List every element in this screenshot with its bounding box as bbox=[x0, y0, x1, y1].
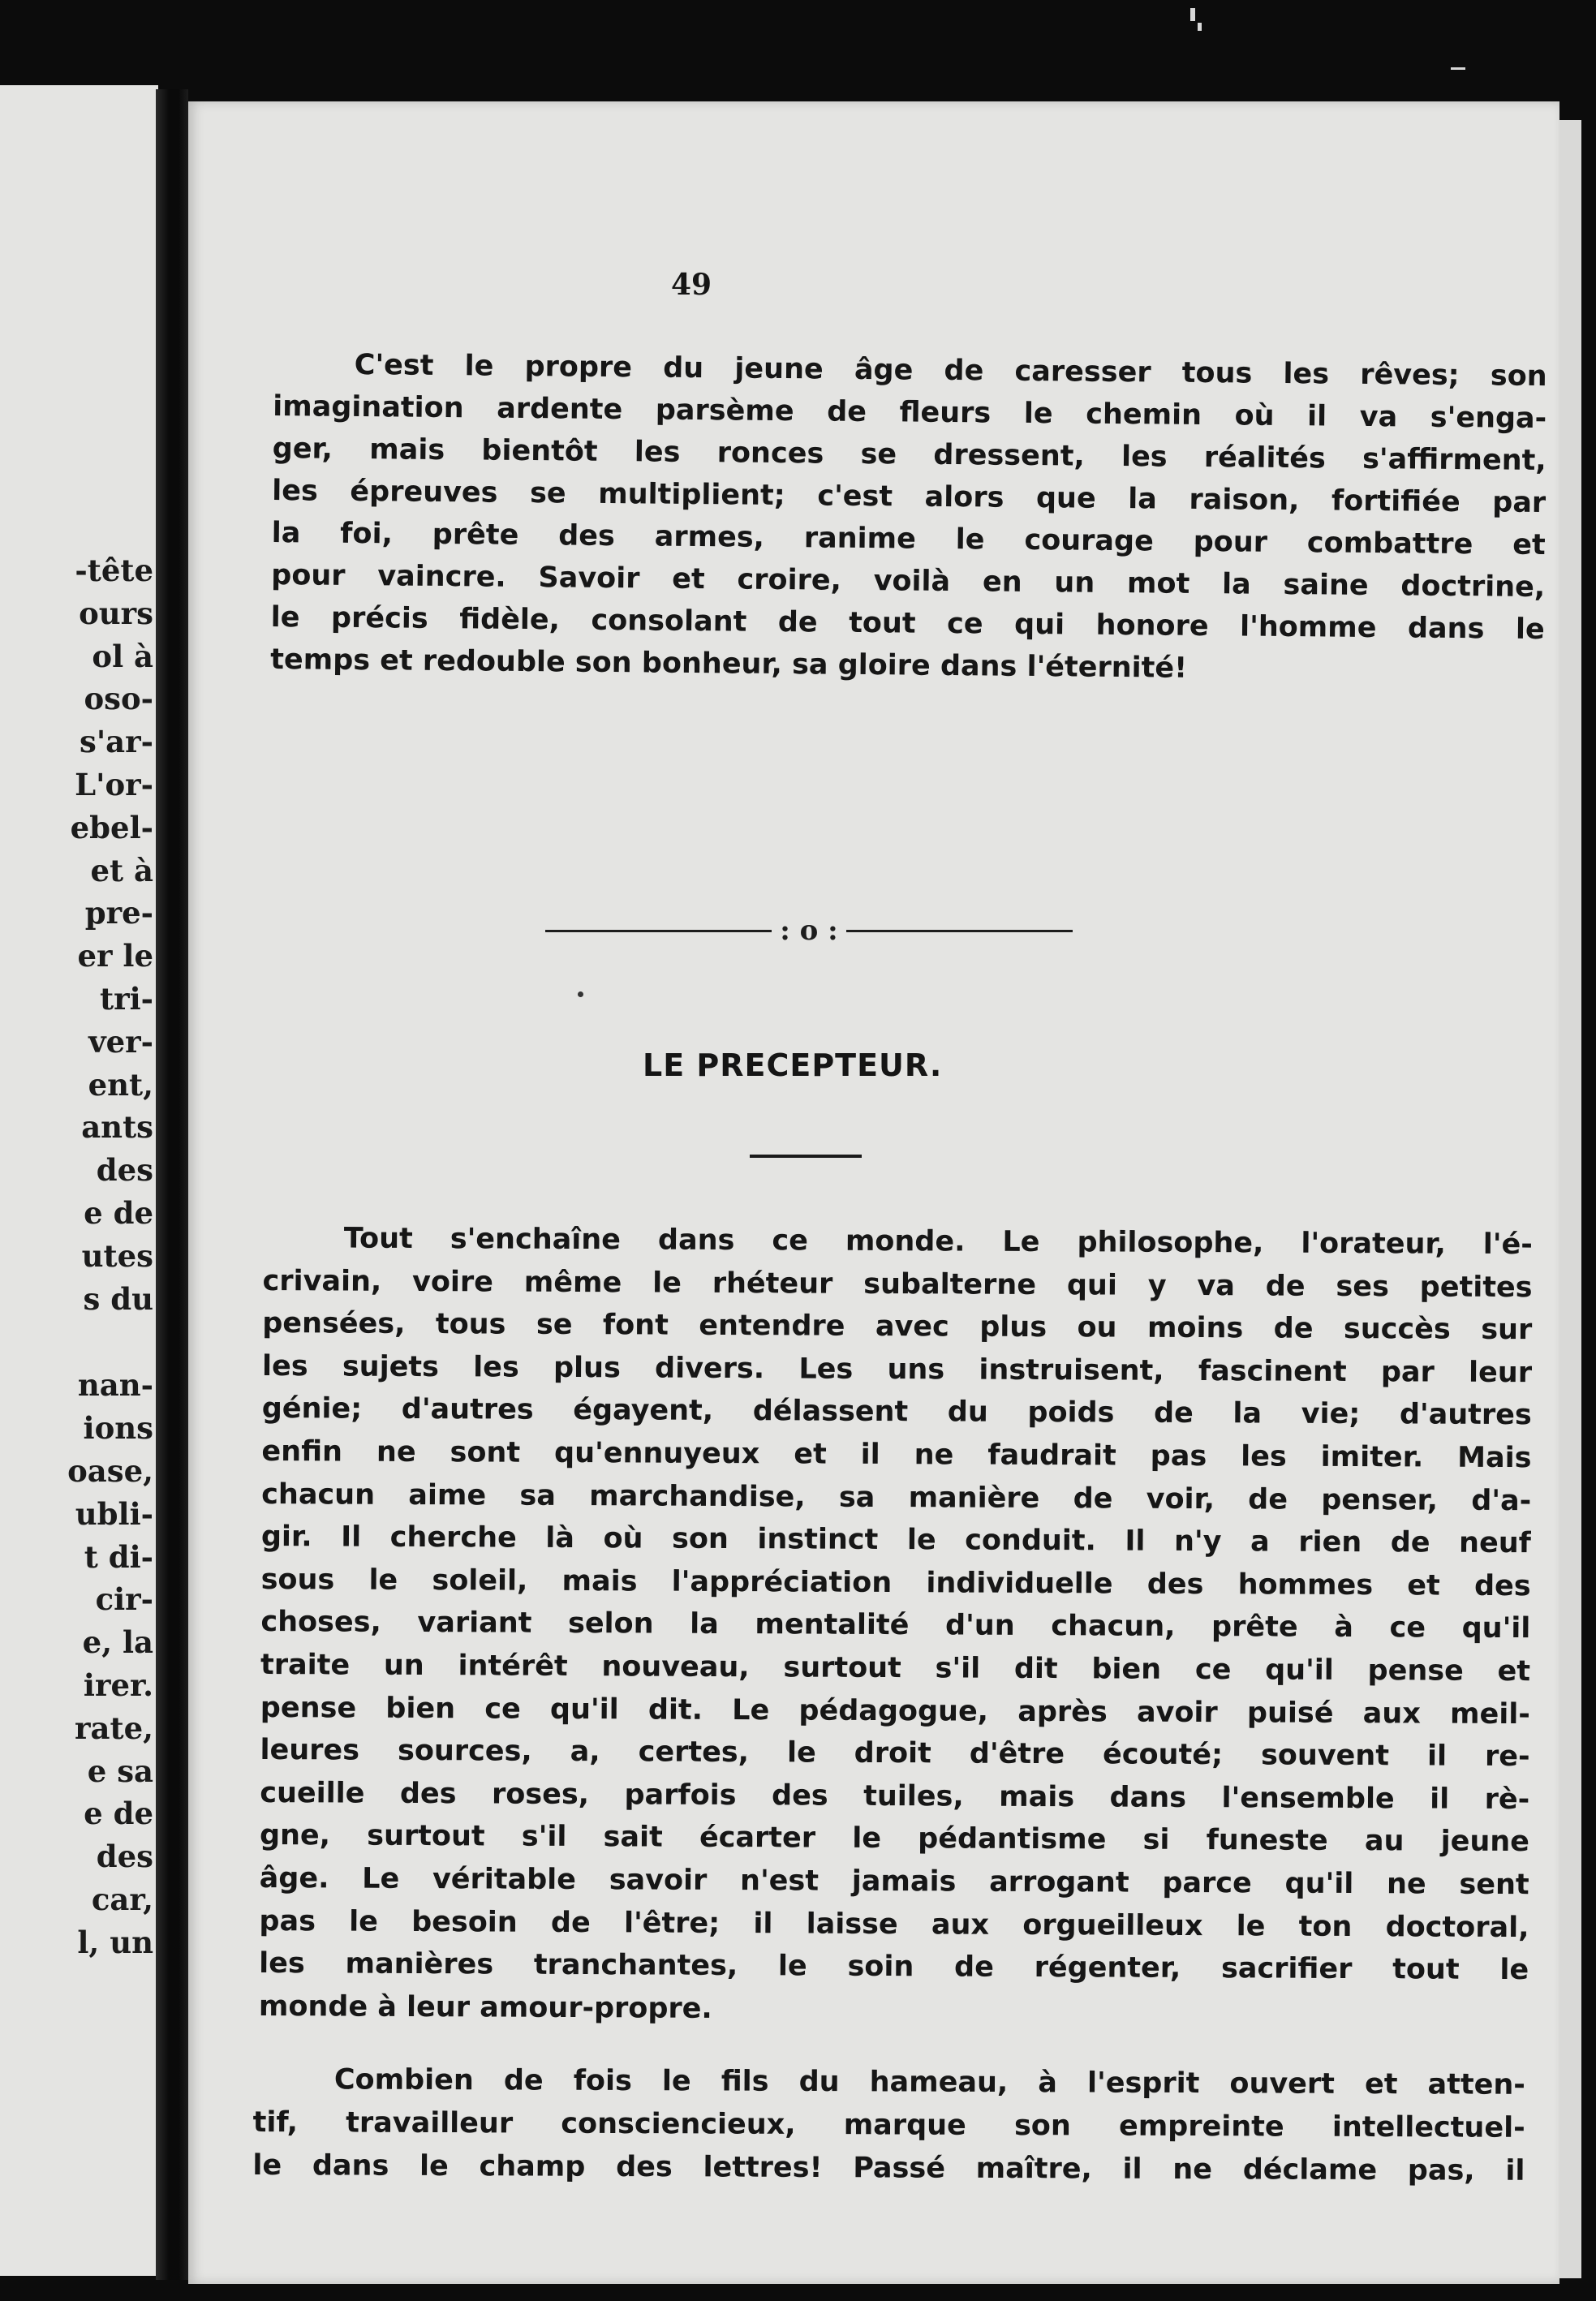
section-title: LE PRECEPTEUR. bbox=[643, 1047, 943, 1083]
previous-page-line-fragment: irer. bbox=[83, 1667, 153, 1703]
text-line: le dans le champ des lettres! Passé maître, il ne déclame pas, il bbox=[252, 2148, 1525, 2187]
previous-page-line-fragment: des bbox=[96, 1839, 153, 1875]
text-line: pensées, tous se font entendre avec plus ou moins de succès sur bbox=[262, 1307, 1533, 1347]
text-line: âge. Le véritable savoir n'est jamais arrogant parce qu'il ne sent bbox=[259, 1861, 1529, 1902]
text-line: pas le besoin de l'être; il laisse aux orgueilleux le ton doctoral, bbox=[259, 1904, 1529, 1944]
previous-page-line-fragment: l, un bbox=[77, 1924, 153, 1960]
scan-speck bbox=[1451, 67, 1465, 70]
text-line: cueille des roses, parfois des tuiles, mais dans l'ensemble il rè- bbox=[260, 1776, 1530, 1816]
previous-page-line-fragment: ubli- bbox=[75, 1495, 153, 1532]
text-line: crivain, voire même le rhéteur subalterne qui y va de ses petites bbox=[262, 1264, 1533, 1304]
previous-page-line-fragment: ants bbox=[81, 1109, 153, 1146]
body-paragraph-2 bbox=[252, 2058, 1525, 2193]
text-line: enfin ne sont qu'ennuyeux et il ne faudrait pas les imiter. Mais bbox=[261, 1434, 1532, 1475]
previous-page-line-fragment: ent, bbox=[88, 1066, 153, 1103]
print-speck bbox=[578, 991, 583, 997]
previous-page-line-fragment: s'ar- bbox=[80, 724, 153, 760]
previous-page-line-fragment: ver- bbox=[88, 1023, 153, 1060]
book-gutter bbox=[156, 89, 188, 2280]
text-line: imagination ardente parsème de fleurs le chemin où il va s'enga- bbox=[273, 389, 1547, 436]
previous-page-line-fragment: oso- bbox=[84, 681, 153, 717]
text-line: les sujets les plus divers. Les uns instruisent, fascinent par leur bbox=[261, 1349, 1533, 1389]
previous-page-line-fragment: -tête bbox=[75, 553, 153, 588]
previous-page-text-fragments bbox=[67, 549, 153, 1964]
separator-mark: : o : bbox=[780, 914, 838, 947]
text-line: temps et redouble son bonheur, sa gloire dans l'éternité! bbox=[270, 643, 1188, 685]
fragment-gap bbox=[67, 1320, 153, 1364]
text-line: Combien de fois le fils du hameau, à l'esprit ouvert et atten- bbox=[333, 2063, 1525, 2101]
text-line: choses, variant selon la mentalité d'un chacun, prête à ce qu'il bbox=[260, 1606, 1531, 1645]
text-line: C'est le propre du jeune âge de caresser tous les rêves; son bbox=[354, 348, 1547, 394]
previous-page-line-fragment: er le bbox=[77, 938, 153, 974]
text-line: gne, surtout s'il sait écarter le pédantisme si funeste au jeune bbox=[259, 1819, 1530, 1859]
previous-page bbox=[0, 85, 158, 2276]
previous-page-line-fragment: s du bbox=[83, 1280, 153, 1317]
text-line: chacun aime sa marchandise, sa manière de voir, de penser, d'a- bbox=[261, 1477, 1532, 1517]
current-page bbox=[188, 101, 1559, 2284]
separator-rule-right bbox=[846, 930, 1073, 932]
scan-speck bbox=[1190, 8, 1195, 21]
text-line: la foi, prête des armes, ranime le courage pour combattre et bbox=[271, 516, 1546, 562]
page-edge bbox=[1556, 120, 1581, 2278]
text-line: traite un intérêt nouveau, surtout s'il dit bien ce qu'il pense et bbox=[260, 1648, 1531, 1688]
separator-rule-left bbox=[545, 930, 772, 932]
previous-page-line-fragment: ions bbox=[83, 1410, 153, 1447]
text-line: le précis fidèle, consolant de tout ce qui honore l'homme dans le bbox=[270, 600, 1545, 647]
previous-page-line-fragment: L'or- bbox=[75, 766, 153, 802]
previous-page-line-fragment: e, la bbox=[82, 1624, 153, 1661]
previous-page-line-fragment: pre- bbox=[84, 895, 153, 931]
text-line: leures sources, a, certes, le droit d'être écouté; souvent il re- bbox=[260, 1734, 1530, 1774]
scan-speck bbox=[1198, 23, 1202, 31]
intro-paragraph bbox=[270, 343, 1547, 693]
previous-page-line-fragment: des bbox=[96, 1152, 153, 1189]
previous-page-line-fragment: ol à bbox=[92, 638, 153, 674]
text-line: Tout s'enchaîne dans ce monde. Le philosophe, l'orateur, l'é- bbox=[343, 1222, 1533, 1262]
body-paragraph-1 bbox=[259, 1217, 1533, 2034]
text-line: pour vaincre. Savoir et croire, voilà en un mot la saine doctrine, bbox=[271, 558, 1546, 604]
text-line: génie; d'autres égayent, délassent du poids de la vie; d'autres bbox=[261, 1392, 1532, 1432]
previous-page-line-fragment: utes bbox=[81, 1237, 153, 1274]
text-line: sous le soleil, mais l'appréciation individuelle des hommes et des bbox=[260, 1563, 1531, 1602]
previous-page-line-fragment: cir- bbox=[95, 1581, 153, 1618]
text-line: gir. Il cherche là où son instinct le conduit. Il n'y a rien de neuf bbox=[260, 1520, 1532, 1560]
previous-page-line-fragment: tri- bbox=[100, 980, 153, 1017]
previous-page-line-fragment: e de bbox=[84, 1796, 153, 1832]
previous-page-line-fragment: t di- bbox=[84, 1538, 153, 1575]
text-line: pense bien ce qu'il dit. Le pédagogue, après avoir puisé aux meil- bbox=[260, 1691, 1530, 1731]
previous-page-line-fragment: et à bbox=[90, 852, 153, 888]
section-separator bbox=[545, 914, 1073, 947]
text-line: monde à leur amour-propre. bbox=[258, 1989, 712, 2025]
title-underline-rule bbox=[750, 1155, 862, 1158]
page-number: 49 bbox=[670, 268, 712, 302]
text-line: les manières tranchantes, le soin de régenter, sacrifier tout le bbox=[259, 1947, 1529, 1987]
previous-page-line-fragment: ours bbox=[79, 595, 153, 631]
text-line: ger, mais bientôt les ronces se dressent, les réalités s'affirment, bbox=[272, 432, 1547, 478]
previous-page-line-fragment: car, bbox=[91, 1881, 153, 1917]
text-line: les épreuves se multiplient; c'est alors que la raison, fortifiée par bbox=[272, 474, 1547, 520]
previous-page-line-fragment: oase, bbox=[67, 1452, 153, 1489]
previous-page-line-fragment: nan- bbox=[77, 1367, 153, 1404]
text-line: tif, travailleur consciencieux, marque son empreinte intellectuel- bbox=[252, 2105, 1525, 2144]
previous-page-line-fragment: e sa bbox=[87, 1753, 153, 1789]
previous-page-line-fragment: e de bbox=[84, 1194, 153, 1231]
previous-page-line-fragment: rate, bbox=[75, 1710, 153, 1746]
previous-page-line-fragment: ebel- bbox=[70, 809, 153, 845]
